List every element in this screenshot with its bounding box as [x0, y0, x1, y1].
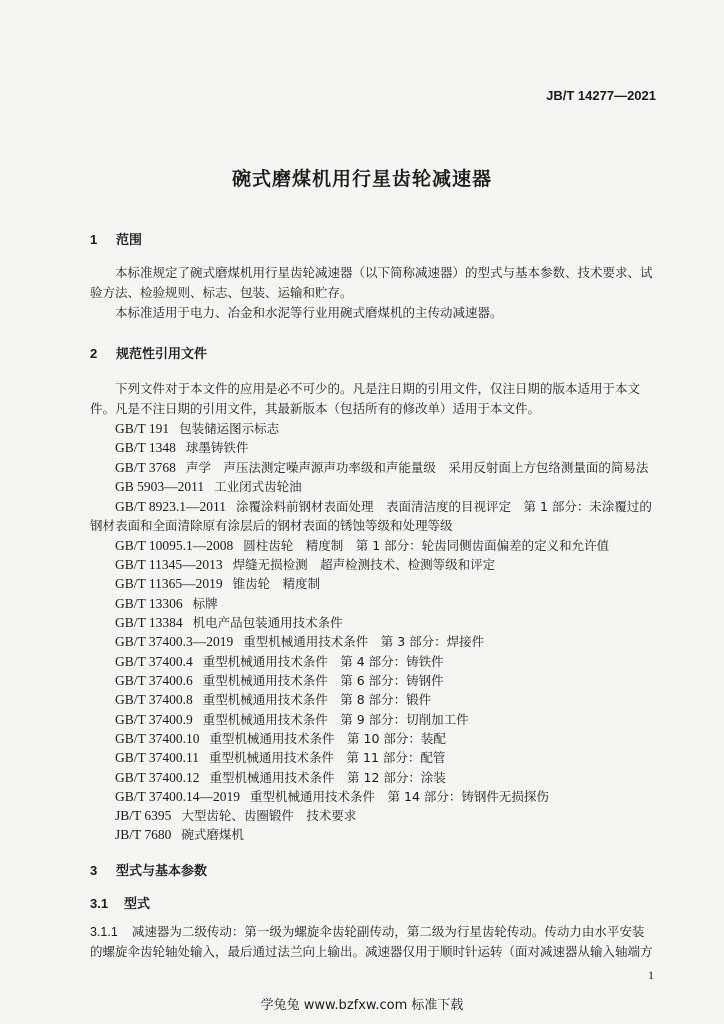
reference-item	[115, 671, 444, 689]
section-number: 3	[90, 863, 98, 878]
paragraph-line: 件。凡是不注日期的引用文件，其最新版本（包括所有的修改单）适用于本文件。	[90, 401, 541, 416]
section-title: 型式与基本参数	[116, 864, 208, 879]
section-2-heading	[90, 343, 207, 362]
reference-title: 重型机械通用技术条件 第 3 部分：焊接件	[243, 634, 485, 649]
reference-title: 大型齿轮、齿圈锻件 技术要求	[181, 808, 357, 823]
reference-title: 重型机械通用技术条件 第 10 部分：装配	[209, 731, 446, 746]
reference-code: GB/T 37400.11	[115, 750, 200, 765]
subsection-3-1-heading	[90, 893, 150, 912]
reference-code: GB/T 191	[115, 421, 170, 436]
reference-code: GB/T 37400.10	[115, 731, 200, 746]
reference-item	[115, 787, 549, 805]
reference-code: GB/T 37400.3—2019	[115, 634, 234, 649]
reference-code: GB/T 11345—2013	[115, 557, 223, 572]
reference-code: GB/T 37400.4	[115, 654, 193, 669]
standard-code: JB/T 14277—2021	[546, 88, 656, 103]
reference-code: JB/T 6395	[115, 808, 172, 823]
footer-watermark: 学兔兔 www.bzfxw.com 标准下载	[260, 998, 464, 1013]
reference-code: GB/T 1348	[115, 440, 176, 455]
reference-title: 重型机械通用技术条件 第 4 部分：铸铁件	[202, 654, 444, 669]
subsection-title: 型式	[124, 897, 151, 912]
reference-code: GB/T 37400.6	[115, 673, 193, 688]
reference-code: GB/T 37400.9	[115, 712, 193, 727]
section-title: 规范性引用文件	[116, 347, 208, 362]
reference-title: 声学 声压法测定噪声源声功率级和声能量级 采用反射面上方包络测量面的简易法	[185, 460, 649, 475]
reference-title: 锥齿轮 精度制	[232, 576, 321, 591]
reference-code: GB/T 8923.1—2011	[115, 499, 227, 514]
reference-code: JB/T 7680	[115, 827, 172, 842]
reference-title: 重型机械通用技术条件 第 9 部分：切削加工件	[202, 712, 469, 727]
reference-code: GB 5903—2011	[115, 479, 205, 494]
paragraph-line: 验方法、检验规则、标志、包装、运输和贮存。	[90, 285, 353, 300]
reference-item	[115, 477, 302, 495]
reference-code: GB/T 13306	[115, 596, 183, 611]
reference-title: 机电产品包装通用技术条件	[192, 615, 343, 630]
paragraph-line: 本标准适用于电力、冶金和水泥等行业用碗式磨煤机的主传动减速器。	[115, 305, 503, 320]
paragraph-line: 的螺旋伞齿轮轴处输入，最后通过法兰向上输出。减速器仅用于顺时针运转（面对减速器从输入轴端方	[90, 944, 653, 959]
reference-code: GB/T 37400.12	[115, 770, 200, 785]
reference-item	[115, 574, 320, 592]
reference-item	[115, 806, 356, 824]
reference-title: 圆柱齿轮 精度制 第 1 部分：轮齿同侧齿面偏差的定义和允许值	[243, 538, 610, 553]
reference-item	[115, 768, 446, 786]
reference-title: 标牌	[192, 596, 218, 611]
clause-number: 3.1.1	[90, 925, 118, 939]
reference-item	[115, 438, 248, 456]
paragraph-line: 本标准规定了碗式磨煤机用行星齿轮减速器（以下简称减速器）的型式与基本参数、技术要求、试	[115, 265, 653, 280]
reference-code: GB/T 11365—2019	[115, 576, 223, 591]
reference-title: 碗式磨煤机	[181, 827, 244, 842]
reference-title: 重型机械通用技术条件 第 8 部分：锻件	[202, 692, 432, 707]
reference-item	[115, 497, 652, 515]
reference-code: GB/T 13384	[115, 615, 183, 630]
reference-item	[115, 710, 469, 728]
reference-title: 球墨铸铁件	[185, 440, 249, 455]
section-1-heading	[90, 229, 142, 248]
reference-item	[115, 632, 484, 650]
reference-title: 包装储运图示标志	[179, 421, 280, 436]
reference-code: GB/T 37400.8	[115, 692, 193, 707]
section-title: 范围	[116, 233, 143, 248]
reference-title: 重型机械通用技术条件 第 6 部分：铸钢件	[202, 673, 444, 688]
reference-item	[115, 652, 444, 670]
page-number: 1	[648, 968, 654, 982]
reference-item	[115, 748, 445, 766]
section-number: 2	[90, 346, 98, 361]
reference-code: GB/T 10095.1—2008	[115, 538, 234, 553]
reference-item	[115, 419, 279, 437]
reference-title: 工业闭式齿轮油	[214, 479, 302, 494]
reference-item	[115, 555, 495, 573]
reference-item	[115, 594, 218, 612]
subsection-number: 3.1	[90, 896, 109, 911]
reference-item	[115, 825, 244, 843]
reference-item	[115, 613, 343, 631]
reference-item	[115, 729, 446, 747]
clause-3-1-1	[90, 922, 644, 942]
paragraph-line: 下列文件对于本文件的应用是必不可少的。凡是注日期的引用文件，仅注日期的版本适用于本文	[115, 381, 641, 396]
reference-title: 重型机械通用技术条件 第 14 部分：铸钢件无损探伤	[250, 789, 549, 804]
reference-title: 焊缝无损检测 超声检测技术、检测等级和评定	[232, 557, 496, 572]
reference-title: 重型机械通用技术条件 第 11 部分：配管	[209, 750, 446, 765]
reference-code: GB/T 37400.14—2019	[115, 789, 241, 804]
clause-text: 减速器为二级传动：第一级为螺旋伞齿轮副传动，第二级为行星齿轮传动。传动力由水平安装	[131, 924, 645, 939]
reference-code: GB/T 3768	[115, 460, 176, 475]
section-3-heading	[90, 860, 207, 879]
document-title: 碗式磨煤机用行星齿轮减速器	[231, 168, 492, 190]
reference-item	[115, 536, 609, 554]
reference-continuation: 钢材表面和全面清除原有涂层后的钢材表面的锈蚀等级和处理等级	[90, 518, 453, 533]
reference-title: 涂覆涂料前钢材表面处理 表面清洁度的目视评定 第 1 部分：未涂覆过的	[236, 499, 652, 514]
reference-title: 重型机械通用技术条件 第 12 部分：涂装	[209, 770, 446, 785]
section-number: 1	[90, 232, 98, 247]
reference-item	[115, 458, 648, 476]
reference-item	[115, 690, 431, 708]
